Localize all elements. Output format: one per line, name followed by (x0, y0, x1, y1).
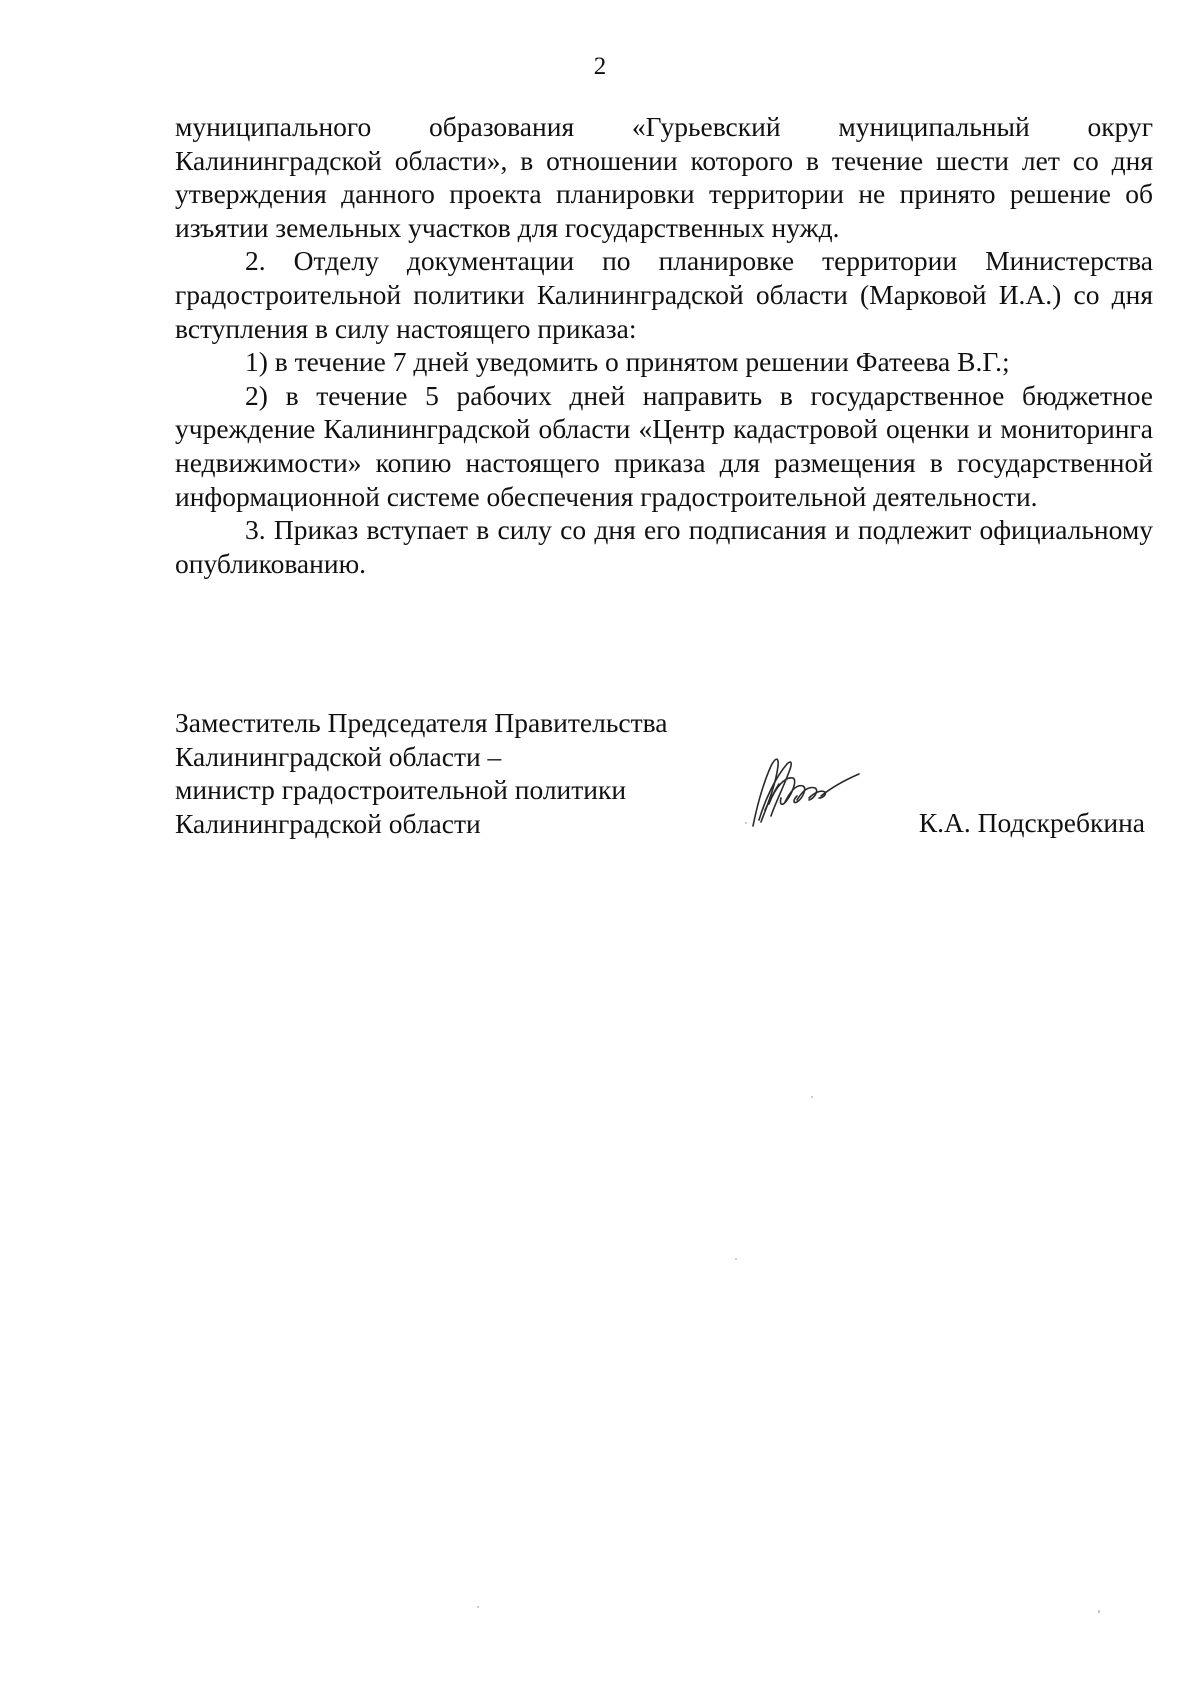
page-number: 2 (593, 53, 607, 80)
paragraph-continuation: муниципального образования «Гурьевский муниципальный округ Калининградской области», в отношении которого в течение шести лет со дня утверждения данного проекта планировки территории не принято решение об изъятии земельных участков для государственных нужд. (175, 111, 1153, 243)
paragraph-subitem-1: 1) в течение 7 дней уведомить о принятом решении Фатеева В.Г.; (245, 346, 1010, 378)
signer-title (175, 706, 735, 840)
signature-block (175, 706, 1153, 846)
scan-speck (811, 1096, 813, 1098)
scan-speck (1098, 1610, 1100, 1613)
document-body (175, 110, 1153, 580)
signer-name: К.А. Подскребкина (918, 807, 1145, 838)
signer-title-line: министр градостроительной политики (175, 774, 627, 805)
signer-title-line: Калининградской области (175, 807, 481, 839)
scan-speck (735, 1258, 737, 1260)
paragraph-item-3: 3. Приказ вступает в силу со дня его подписания и подлежит официальному опубликованию. (175, 514, 1153, 579)
signer-title-line: Калининградской области – (175, 740, 502, 772)
paragraph-subitem-2: 2) в течение 5 рабочих дней направить в государственное бюджетное учреждение Калининградской области «Центр кадастровой оценки и мониторинга недвижимости» копию настоящего приказа для размещения в государственной информационной системе обеспечения градостроительной деятельности. (175, 379, 1153, 512)
scan-speck (745, 822, 747, 824)
scan-speck (477, 1606, 479, 1608)
handwritten-signature-icon (735, 744, 865, 834)
paragraph-item-2: 2. Отделу документации по планировке территории Министерства градостроительной политики Калининградской области (Марковой И.А.) со дня вступления в силу настоящего приказа: (175, 245, 1153, 344)
signer-title-line: Заместитель Председателя Правительства (175, 707, 668, 738)
